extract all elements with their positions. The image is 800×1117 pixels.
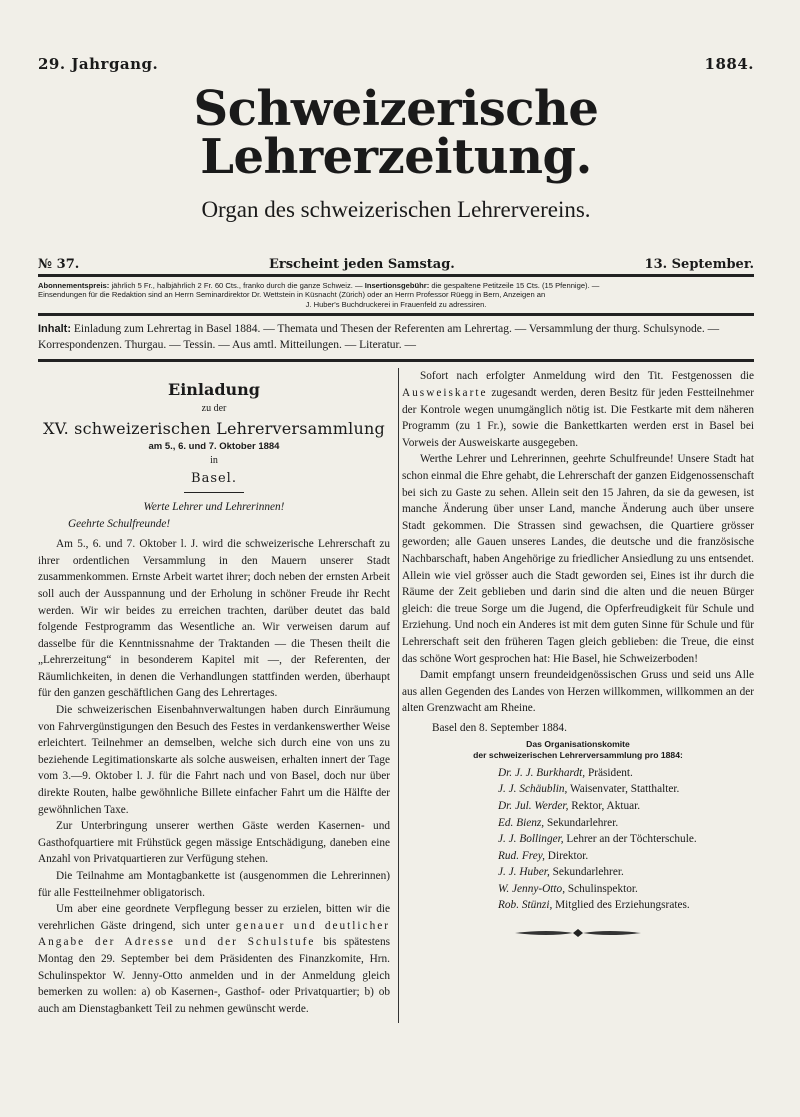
paragraph: Werthe Lehrer und Lehrerinnen, geehrte Schulfreunde! Unsere Stadt hat schon einmal die Ehre gehabt, die Lehrerschaft der ganzen Eidgenossenschaft bei sich zu Gaste zu sehen. Allein seit den 15 Jahren, da sie da gewesen, ist manche Änderung über unser Land, manche Änderung auch über unsere Stadt gekommen. Die Strassen sind gewachsen, die Quartiere grösser geworden; alle Gauen unseres Landes, die deutsche und die französische Nachbarschaft, haben Angehörige zu friedlicher Ansiedlung zu uns entsendet. Allein wie viel grösser auch die Stadt geworden sei, Eines ist ihr durch die Räume der Zeit geblieben und darin sind die alten und die neuen Bürger gleich: die treue Sorge um die Jugend, die Opferfreudigkeit für Schule und Erziehung. Und noch ein Anderes ist mit dem guten Sinne für Schule und für Lehrerschaft seit den früheren Tagen gleich geblieben: die Treue, die einst das schöne Wort gesprochen hat: Hie Basel, hie Schweizerboden!: [402, 453, 754, 665]
divider: [38, 274, 754, 277]
text-run: bis spätestens Montag den 29. September bei dem Präsidenten des Finanzkomite, Hrn. Schulinspektor W. Jenny-Otto anmelden und in der Anmeldung gleich bemerken zu wollen: a) ob Kasernen-, Gasthof- oder Privatquartier; b) ob auch am Dienstagbankett Teil zu nehmen gewünscht werde.: [38, 936, 390, 1015]
paragraph: Die Teilnahme am Montagbankette ist (ausgenommen die Lehrerinnen) für alle Festteilnehmer obligatorisch.: [38, 870, 390, 899]
volume-label: 29. Jahrgang.: [38, 55, 159, 73]
committee-line-1: Das Organisationskomite: [526, 738, 630, 749]
member-role: Schulinspektor.: [567, 882, 638, 895]
member-role: Lehrer an der Töchterschule.: [566, 833, 697, 846]
member-name: J. J. Bollinger,: [498, 833, 564, 846]
member-row: [498, 881, 754, 898]
member-row: [498, 781, 754, 798]
paragraph: Die schweizerischen Eisenbahnverwaltungen haben durch Einräumung von Fahrvergünstigungen den Besuch des Festes in verdankenswerther Weise erleichtert. Teilnehmer an demselben, welche sich durch eine von uns zu beziehende Legitimationskarte als solche ausweisen, erhalten innert der Tage vom 3.—9. Oktober l. J. für die Fahrt nach und von Basel, doch nur über direkte Routen, halbe gewöhnliche Billete einfacher Fahrt um die Hälfte der gewöhnlichen Taxe.: [38, 704, 390, 816]
event-dates: am 5., 6. und 7. Oktober 1884: [148, 441, 280, 453]
issue-date: 13. September.: [644, 257, 754, 272]
table-of-contents: [38, 318, 754, 357]
member-name: Rud. Frey,: [498, 849, 545, 862]
event-title: XV. schweizerischen Lehrerversammlung: [43, 418, 385, 438]
abo-label: Abonnementspreis:: [38, 281, 110, 290]
divider: [38, 313, 754, 316]
masthead-subtitle: Organ des schweizerischen Lehrervereins.: [201, 197, 591, 222]
paragraph: Am 5., 6. und 7. Oktober l. J. wird die schweizerische Lehrerschaft zu ihrer ordentlichen Versammlung in den Mauern unserer Stadt zusammenkommen. Ernste Arbeit wartet ihrer; doch neben der ernsten Arbeit soll auch der Ausspannung und der Erholung in schöner Freude ihr Recht werden. Wir wir beides zu erreichen trachten, darüber deutet das bald folgende Festprogramm das Wesentliche an. Wir verweisen darum auf dasselbe für die Kenntnissnahme der Traktanden — die Thesen theilt die „Lehrerzeitung“ in besonderem Kapitel mit —, der Referenten, der Räumlichkeiten, in denen die Verhandlungen stattfinden werden, überhaupt für den ganzen geschäftlichen Gang des Lehrertages.: [38, 538, 390, 700]
paragraph: Zur Unterbringung unserer werthen Gäste werden Kasernen- und Gasthofquartiere mit Frühstück gegen mässige Entschädigung, daneben eine Anzahl von Privatquartieren zur Verfügung stehen.: [38, 820, 390, 866]
member-row: [498, 897, 754, 914]
member-role: Direktor.: [547, 849, 589, 862]
text-run: Um aber eine geordnete Verpflegung besser zu erzielen, bitten wir die verehrlichen Gäste dringend, sich unter: [38, 903, 390, 932]
member-name: Rob. Stünzi,: [498, 899, 553, 912]
member-role: Waisenvater, Statthalter.: [569, 783, 680, 796]
contents-text: Einladung zum Lehrertag in Basel 1884. — Themata und Thesen der Referenten am Lehrertag. — Versammlung der thurg. Schulsynode. — Korrespondenzen. Thurgau. — Tessin. — Aus amtl. Mitteilungen. — Literatur. —: [38, 323, 720, 351]
ornament-icon: [402, 926, 754, 944]
issue-number: № 37.: [38, 257, 80, 272]
greeting-1: Werte Lehrer und Lehrerinnen!: [143, 500, 285, 513]
top-line: [38, 55, 754, 73]
left-column: [38, 368, 390, 1017]
newspaper-page: [38, 55, 754, 1017]
short-rule: [184, 492, 244, 493]
issue-line: [38, 257, 754, 272]
member-row: [498, 848, 754, 865]
member-name: W. Jenny-Otto,: [498, 882, 566, 895]
frequency-label: Erscheint jeden Samstag.: [268, 257, 455, 272]
member-name: Dr. Jul. Werder,: [498, 799, 569, 812]
masthead-title: Schweizerische Lehrerzeitung.: [193, 81, 599, 185]
member-row: [498, 864, 754, 881]
member-name: Ed. Bienz,: [498, 816, 545, 829]
invitation-heading: Einladung: [168, 380, 260, 400]
subscription-notice: [38, 279, 754, 311]
paragraph: Damit empfangt unsern freundeidgenössischen Gruss und seid uns Alle aus allen Gegenden des Landes von Herzen willkommen, willkommen an der alten Grenzwacht am Rheine.: [402, 669, 754, 715]
member-role: Sekundarlehrer.: [552, 866, 624, 879]
member-row: [498, 831, 754, 848]
member-row: [498, 798, 754, 815]
greeting-2: Geehrte Schulfreunde!: [68, 517, 171, 530]
member-role: Mitglied des Erziehungsrates.: [555, 899, 690, 912]
member-row: [498, 815, 754, 832]
member-name: J. J. Huber,: [498, 866, 550, 879]
notice-line-2: Einsendungen für die Redaktion sind an Herrn Seminardirektor Dr. Wettstein in Küsnacht (Zürich) oder an Herrn Professor Rüegg in Bern, Anzeigen an: [38, 290, 546, 300]
year-label: 1884.: [704, 55, 754, 73]
contents-label: Inhalt:: [38, 323, 71, 336]
zu-der: zu der: [201, 403, 227, 414]
article-columns: [38, 368, 754, 1017]
committee-heading: [402, 739, 754, 762]
member-role: Präsident.: [587, 766, 633, 779]
column-rule: [398, 368, 399, 1023]
signature-date: Basel den 8. September 1884.: [432, 721, 567, 734]
member-row: [498, 765, 754, 782]
spaced-text: Ausweiskarte: [402, 387, 488, 400]
committee-members: [402, 765, 754, 914]
notice-line-3: J. Huber's Buchdruckerei in Frauenfeld zu adressiren.: [305, 299, 487, 309]
divider: [38, 359, 754, 362]
committee-line-2: der schweizerischen Lehrerversammlung pro 1884:: [473, 750, 683, 761]
event-city: Basel.: [191, 470, 237, 486]
insertion-label: Insertionsgebühr:: [364, 281, 430, 290]
ornament-rule-icon: [513, 928, 643, 938]
text-run: Sofort nach erfolgter Anmeldung wird den Tit. Festgenossen die: [420, 370, 754, 383]
paragraph: [402, 368, 754, 451]
member-role: Sekundarlehrer.: [546, 816, 619, 829]
right-column: [402, 368, 754, 1017]
member-name: J. J. Schäublin,: [498, 783, 568, 796]
insertion-text: die gespaltene Petitzeile 15 Cts. (15 Pfennige). —: [431, 281, 600, 290]
text-run: zugesandt werden, deren Besitz für jeden Festteilnehmer der Kontrole wegen unumgänglich nötig ist. Die Festkarte mit dem näheren Programm (zu 1 Fr.), sowie die Bankettkarten werden erst in Basel bei Vorweis der Ausweiskarte ausgegeben.: [402, 387, 754, 449]
spaced-text: genauer und deutlicher Angabe der Adresse und der Schulstufe: [38, 919, 390, 949]
paragraph: [38, 901, 390, 1017]
member-role: Rektor, Aktuar.: [571, 799, 641, 812]
in-label: in: [210, 455, 218, 467]
abo-text: jährlich 5 Fr., halbjährlich 2 Fr. 60 Cts., franko durch die ganze Schweiz. —: [111, 281, 363, 290]
member-name: Dr. J. J. Burkhardt,: [498, 766, 586, 779]
